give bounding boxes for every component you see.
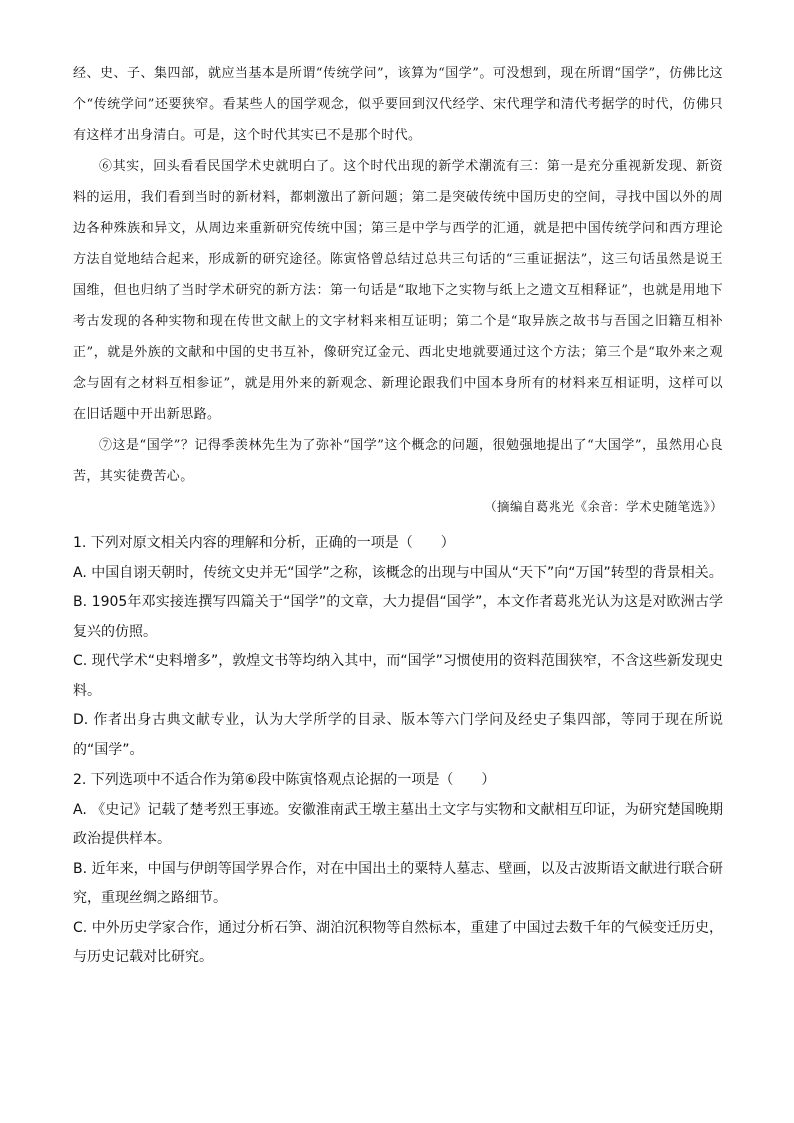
question-option-c: C. 中外历史学家合作，通过分析石笋、湖泊沉积物等自然标本，重建了中国过去数千年的气候变迁历史，与历史记载对比研究。 [73,919,723,965]
question-1 [73,528,723,765]
question-stem: 1. 下列对原文相关内容的理解和分析，正确的一项是（ ） [73,535,455,551]
question-option-b: B. 近年来，中国与伊朗等国学界合作，对在中国出土的粟特人墓志、壁画，以及古波斯语文献进行联合研究，重现丝绸之路细节。 [73,860,723,906]
question-stem: 2. 下列选项中不适合作为第⑥段中陈寅恪观点论据的一项是（ ） [73,772,496,788]
question-option-a: A. 《史记》记载了楚考烈王事迹。安徽淮南武王墩主墓出土文字与实物和文献相互印证，为研究楚国晚期政治提供样本。 [73,801,723,847]
passage-paragraph-continued: 经、史、子、集四部，就应当基本是所谓“传统学问”，该算为“国学”。可没想到，现在所谓“国学”，仿佛比这个“传统学问”还要狭窄。看某些人的国学观念，似乎要回到汉代经学、宋代理学和清代考据学的时代，仿佛只有这样才出身清白。可是，这个时代其实已不是那个时代。 [73,66,723,143]
document-page [73,58,723,973]
passage-source-citation: （摘编自葛兆光《余音：学术史随笔选》） [484,499,723,514]
questions-section [73,528,723,973]
question-2 [73,765,723,973]
question-option-c: C. 现代学术“史料增多”，敦煌文书等均纳入其中，而“国学”习惯使用的资料范围狭窄，不含这些新发现史料。 [73,653,723,699]
question-option-a: A. 中国自诩天朝时，传统文史并无“国学”之称，该概念的出现与中国从“天下”向“万国”转型的背景相关。 [73,564,723,581]
reading-passage [73,58,723,522]
passage-paragraph-6: ⑥其实，回头看看民国学术史就明白了。这个时代出现的新学术潮流有三：第一是充分重视新发现、新资料的运用，我们看到当时的新材料，都刺激出了新问题；第二是突破传统中国历史的空间，寻找中国以外的周边各种殊族和异文，从周边来重新研究传统中国；第三是中学与西学的汇通，就是把中国传统学问和西方理论方法自觉地结合起来，形成新的研究途径。陈寅恪曾总结过总共三句话的“三重证据法”，这三句话虽然是说王国维，但也归纳了当时学术研究的新方法：第一句话是“取地下之实物与纸上之遗文互相释证”，也就是用地下考古发现的各种实物和现在传世文献上的文字材料来相互证明；第二个是“取异族之故书与吾国之旧籍互相补正”，就是外族的文献和中国的史书互补，像研究辽金元、西北史地就要通过这个方法；第三个是“取外来之观念与固有之材料互相参证”，就是用外来的新观念、新理论跟我们中国本身所有的材料来互相证明，这样可以在旧话题中开出新思路。 [73,159,723,422]
question-option-d: D. 作者出身古典文献专业，认为大学所学的目录、版本等六门学问及经史子集四部，等同于现在所说的“国学”。 [73,712,723,758]
question-option-b: B. 1905年邓实接连撰写四篇关于“国学”的文章，大力提倡“国学”，本文作者葛兆光认为这是对欧洲古学复兴的仿照。 [73,594,723,640]
passage-paragraph-7: ⑦这是“国学”？记得季羡林先生为了弥补“国学”这个概念的问题，很勉强地提出了“大国学”，虽然用心良苦，其实徒费苦心。 [73,438,723,484]
